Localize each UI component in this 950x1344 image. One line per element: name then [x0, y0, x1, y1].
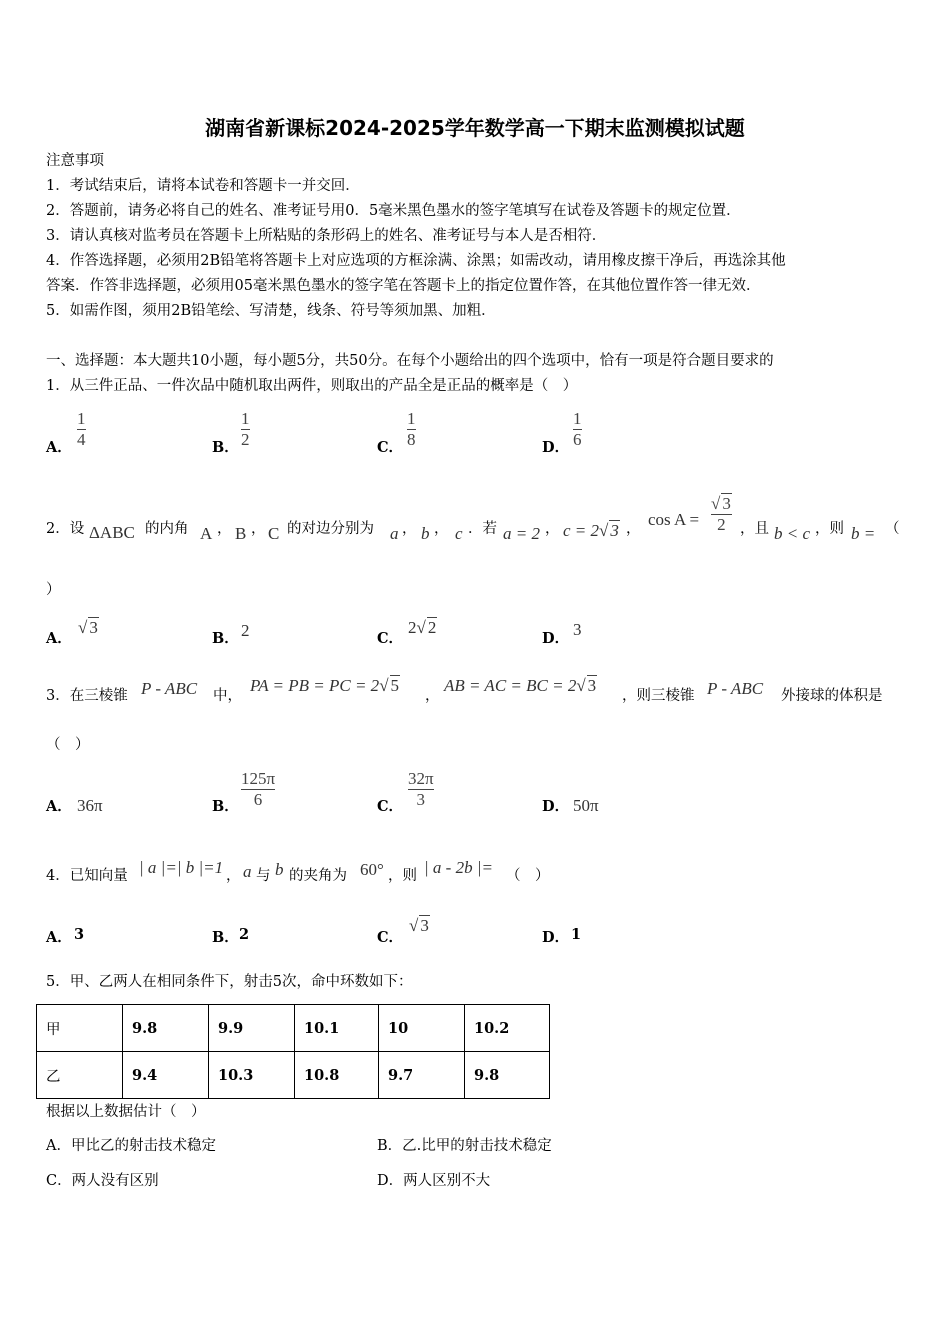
option-b: B．乙.比甲的射击技术稳定 [377, 1138, 552, 1154]
table-cell: 9.7 [379, 1052, 465, 1099]
table-cell: 9.8 [465, 1052, 550, 1099]
option-d-value: 1 [571, 926, 582, 943]
question-number: 3．在三棱锥 [46, 688, 128, 704]
notice-item: 3．请认真核对监考员在答题卡上所粘贴的条形码上的姓名、准考证号与本人是否相符． [46, 228, 607, 244]
condition-a: a = 2 [503, 524, 540, 543]
option-a-value: 36π [77, 796, 103, 815]
angle-b: B [235, 524, 247, 543]
vector-condition: | a |=| b |=1 [139, 858, 224, 877]
option-b-fraction [241, 409, 250, 450]
option-a-fraction [77, 409, 86, 450]
coefficient: 2 [408, 618, 417, 637]
page-title: 湖南省新课标2024-2025学年数学高一下期末监测模拟试题 [205, 116, 745, 140]
table-cell: 乙 [37, 1052, 123, 1099]
table-cell: 10 [379, 1005, 465, 1052]
stem-text: ，则 [815, 521, 844, 537]
table-cell: 10.8 [295, 1052, 379, 1099]
radicand: 5 [390, 676, 400, 695]
option-d-fraction [573, 409, 582, 450]
numerator: 32π [408, 769, 434, 788]
stem-text: （ ） [506, 868, 550, 884]
stem-text: ， [217, 521, 232, 537]
stem-text: ， [251, 521, 266, 537]
denominator: 3 [416, 790, 426, 809]
option-c-value: 2√ 2 [408, 618, 437, 637]
option-a-label: A． [46, 798, 72, 815]
notice-item: 2．答题前，请务必将自己的姓名、准考证号用0．5毫米黑色墨水的签字笔填写在试卷及答题卡的规定位置． [46, 203, 741, 219]
table-cell: 甲 [37, 1005, 123, 1052]
option-c-label: C． [377, 630, 404, 647]
equation-left: AB = AC = BC = 2 [444, 676, 577, 695]
stem-text: ， [402, 521, 417, 537]
option-d-label: D． [542, 439, 570, 456]
question-number: 4．已知向量 [46, 868, 128, 884]
numerator: 1 [407, 409, 416, 428]
stem-text: ，则三棱锥 [622, 688, 695, 704]
denominator: 6 [573, 430, 582, 449]
option-c-label: C． [377, 798, 404, 815]
stem-text: ， [425, 688, 440, 704]
table-cell: 9.8 [123, 1005, 209, 1052]
option-d-label: D． [542, 630, 570, 647]
table-cell: 10.3 [209, 1052, 295, 1099]
numerator: 1 [77, 409, 86, 428]
option-c-label: C． [377, 439, 404, 456]
radicand: 3 [587, 676, 597, 695]
option-d: D．两人区别不大 [377, 1173, 491, 1189]
notice-item: 5．如需作图，须用2B铅笔绘、写清楚，线条、符号等须加黑、加粗． [46, 303, 496, 319]
notice-item: 答案．作答非选择题，必须用05毫米黑色墨水的签字笔在答题卡上的指定位置作答，在其他位置作答一律无效． [46, 278, 761, 294]
option-d-value: 50π [573, 796, 599, 815]
option-a-label: A． [46, 439, 72, 456]
cos-expression: cos A = [648, 510, 700, 529]
edge-equation: PA = PB = PC = 2√ 5 [250, 676, 400, 695]
denominator: 2 [241, 430, 250, 449]
angle-value: 60° [360, 860, 384, 879]
score-table [36, 1004, 550, 1099]
radicand: 3 [89, 618, 98, 637]
option-a-value: √ 3 [78, 618, 98, 637]
pyramid-symbol: P - ABC [707, 679, 764, 698]
notice-item: 1．考试结束后，请将本试卷和答题卡一并交回． [46, 178, 360, 194]
table-row [37, 1005, 550, 1052]
option-a-label: A． [46, 929, 72, 946]
option-d-label: D． [542, 929, 570, 946]
table-cell: 10.2 [465, 1005, 550, 1052]
vector-expression: | a - 2b |= [424, 858, 493, 877]
answer-expression: b = [851, 524, 876, 543]
option-b-value: 2 [241, 621, 250, 640]
denominator: 6 [253, 790, 263, 809]
stem-text: 外接球的体积是 [781, 688, 883, 704]
stem-text: ， [545, 521, 560, 537]
table-row [37, 1052, 550, 1099]
sqrt-symbol: √ 3 [599, 521, 619, 540]
stem-text: ， [434, 521, 449, 537]
stem-text: ，则 [388, 868, 417, 884]
equation-left: PA = PB = PC = 2 [250, 676, 380, 695]
stem-text: 与 [256, 868, 271, 884]
stem-text: （ ） [46, 737, 90, 753]
question-number: 2．设 [46, 521, 85, 537]
sqrt-symbol: √ 3 [711, 494, 731, 513]
option-c-fraction [408, 769, 434, 810]
radicand: 3 [722, 494, 731, 513]
pyramid-symbol: P - ABC [141, 679, 198, 698]
stem-text: 的内角 [145, 521, 189, 537]
side-a: a [390, 524, 399, 543]
option-b-label: B． [212, 929, 239, 946]
stem-text: ， [226, 868, 241, 884]
condition-c [563, 521, 620, 541]
vector-b: b [275, 860, 284, 879]
radicand: 3 [610, 521, 619, 540]
side-c: c [455, 524, 463, 543]
stem-text: ） [46, 582, 61, 598]
stem-text: （ [885, 521, 900, 537]
option-a-label: A． [46, 630, 72, 647]
table-cell: 10.1 [295, 1005, 379, 1052]
stem-text: 的对边分别为 [287, 521, 374, 537]
denominator: 4 [77, 430, 86, 449]
option-a-value: 3 [74, 926, 85, 943]
condition-c-coef: c = 2 [563, 521, 600, 540]
question-5-prompt: 根据以上数据估计（ ） [46, 1104, 206, 1120]
option-b-fraction [241, 769, 275, 810]
table-cell: 9.9 [209, 1005, 295, 1052]
angle-a: A [200, 524, 213, 543]
numerator: 125π [241, 769, 276, 788]
inequality: b < c [774, 524, 811, 543]
option-d-label: D． [542, 798, 570, 815]
cos-fraction [711, 494, 732, 535]
notice-item: 4．作答选择题，必须用2B铅笔将答题卡上对应选项的方框涂满、涂黑；如需改动，请用橡皮擦干净后，再选涂其他 [46, 253, 786, 269]
numerator: 1 [573, 409, 582, 428]
option-c: C．两人没有区别 [46, 1173, 159, 1189]
option-b-label: B． [212, 798, 239, 815]
option-c-fraction [407, 409, 416, 450]
option-a: A．甲比乙的射击技术稳定 [46, 1138, 216, 1154]
option-b-label: B． [212, 439, 239, 456]
section-heading: 一、选择题：本大题共10小题，每小题5分，共50分。在每个小题给出的四个选项中，恰有一项是符合题目要求的 [46, 353, 774, 369]
side-b: b [421, 524, 430, 543]
triangle-symbol: ΔABC [89, 523, 135, 542]
denominator: 2 [717, 515, 726, 534]
question-1-stem: 1．从三件正品、一件次品中随机取出两件，则取出的产品全是正品的概率是（ ） [46, 378, 578, 394]
stem-text: ．若 [468, 521, 497, 537]
stem-text: 的夹角为 [289, 868, 347, 884]
option-b-value: 2 [239, 926, 250, 943]
stem-text: ，且 [740, 521, 769, 537]
stem-text: ， [626, 521, 641, 537]
base-equation: AB = AC = BC = 2√ 3 [444, 676, 597, 695]
radicand: 3 [420, 916, 429, 935]
stem-text: 中， [213, 688, 242, 704]
denominator: 8 [407, 430, 416, 449]
numerator: 1 [241, 409, 250, 428]
option-b-label: B． [212, 630, 239, 647]
radicand: 2 [427, 618, 437, 637]
option-c-value: √ 3 [409, 916, 429, 935]
table-cell: 9.4 [123, 1052, 209, 1099]
option-d-value: 3 [573, 620, 582, 639]
notice-heading: 注意事项 [46, 153, 104, 169]
angle-c: C [268, 524, 280, 543]
vector-a: a [243, 862, 252, 881]
option-c-label: C． [377, 929, 404, 946]
question-5-stem: 5．甲、乙两人在相同条件下，射击5次，命中环数如下： [46, 974, 413, 990]
